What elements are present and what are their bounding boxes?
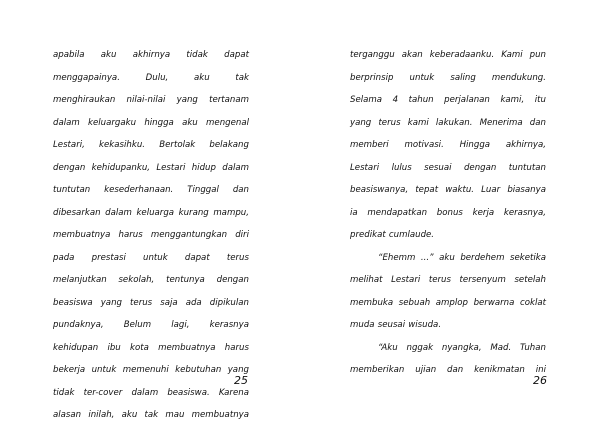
word: ini xyxy=(535,365,546,375)
word: alasan xyxy=(53,410,82,420)
word: dalam xyxy=(53,117,80,128)
word: tidak xyxy=(186,50,208,60)
word: sesuai xyxy=(424,162,452,173)
word: nilai-nilai xyxy=(126,95,166,105)
word: aku xyxy=(121,410,138,420)
word: tepat xyxy=(415,185,439,195)
text-line xyxy=(350,179,546,202)
word: memberi xyxy=(350,140,389,150)
word: dan xyxy=(529,117,546,128)
text-line xyxy=(53,382,249,405)
right-page-number: 26 xyxy=(533,374,547,387)
word: aku xyxy=(193,72,210,83)
word: kehidupanku, xyxy=(91,162,150,173)
word: waktu. xyxy=(445,185,475,195)
text-line xyxy=(350,44,546,67)
word: dengan xyxy=(463,162,497,173)
word: prestasi xyxy=(91,252,126,263)
word: kami xyxy=(407,117,429,128)
word: Tuhan xyxy=(519,342,546,353)
word: menggantungkan xyxy=(150,230,228,240)
word: apabila xyxy=(53,50,85,60)
word: tersenyum xyxy=(459,275,506,285)
word: aku xyxy=(182,117,198,128)
word: Lestari xyxy=(391,275,421,285)
word: itu xyxy=(534,95,546,105)
text-line xyxy=(350,247,546,270)
word: kenikmatan xyxy=(474,365,525,375)
word: Kami xyxy=(501,50,523,60)
word: Lestari xyxy=(156,162,186,173)
text-line xyxy=(53,89,249,112)
word: Karena xyxy=(218,387,249,398)
word: “Aku xyxy=(378,342,398,353)
word: dalam xyxy=(131,387,159,398)
text-line xyxy=(350,134,546,157)
word: kota xyxy=(130,342,149,353)
word: ada xyxy=(185,297,202,308)
word: tuntutan xyxy=(53,185,91,195)
word: membuatnya xyxy=(53,230,111,240)
word: kehidupan xyxy=(53,342,99,353)
word: tertanam xyxy=(209,95,249,105)
word: kerja xyxy=(472,207,495,218)
word: membuatnya xyxy=(158,342,216,353)
word: yang xyxy=(100,297,122,308)
word: untuk xyxy=(409,72,435,83)
word: untuk xyxy=(91,365,117,375)
word: terus xyxy=(378,117,401,128)
left-page-number: 25 xyxy=(234,374,248,387)
word: mendapatkan xyxy=(367,207,428,218)
word: beasiswa xyxy=(53,297,93,308)
word: dengan xyxy=(53,162,86,173)
word: terganggu xyxy=(350,50,395,60)
text-line xyxy=(350,89,546,112)
word: membuatnya xyxy=(191,410,249,420)
word: berwarna xyxy=(473,297,515,308)
word: belakang xyxy=(209,140,249,150)
word: dapat xyxy=(184,252,210,263)
word: mengenal xyxy=(206,117,249,128)
word: ...” xyxy=(420,252,434,263)
text-line xyxy=(53,44,249,67)
word: biasanya xyxy=(507,185,546,195)
text-line xyxy=(350,157,546,180)
word: lagi, xyxy=(171,320,190,330)
word: hidup xyxy=(191,162,216,173)
word: cumlaude. xyxy=(388,230,435,240)
word: hingga xyxy=(144,117,174,128)
word: ia xyxy=(350,207,358,218)
word: memberikan xyxy=(350,365,405,375)
text-line xyxy=(53,134,249,157)
word: Hingga xyxy=(459,140,491,150)
word: tak xyxy=(235,72,249,83)
text-line xyxy=(350,224,546,247)
text-line xyxy=(53,202,249,225)
text-line xyxy=(350,202,546,225)
word: terus xyxy=(130,297,153,308)
word: tahun xyxy=(408,95,434,105)
word: ibu xyxy=(107,342,121,353)
text-line xyxy=(53,359,249,382)
word: perjalanan xyxy=(444,95,490,105)
word: beasiswanya, xyxy=(350,185,409,195)
word: melihat xyxy=(350,275,383,285)
word: kurang xyxy=(178,207,209,218)
word: mau xyxy=(165,410,185,420)
word: tidak xyxy=(53,387,75,398)
word: dibesarkan xyxy=(53,207,101,218)
word: seketika xyxy=(509,252,546,263)
word: aku xyxy=(100,50,117,60)
word: tuntutan xyxy=(508,162,546,173)
word: berdehem xyxy=(460,252,505,263)
word: tentunya xyxy=(166,275,205,285)
word: mampu, xyxy=(213,207,249,218)
word: nggak xyxy=(406,342,434,353)
word: membuka xyxy=(350,297,394,308)
word: Lestari xyxy=(350,162,380,173)
text-line xyxy=(350,337,546,360)
word: yang xyxy=(227,365,249,375)
word: mendukung. xyxy=(491,72,546,83)
word: motivasi. xyxy=(404,140,444,150)
word: dalam xyxy=(105,207,132,218)
word: untuk xyxy=(143,252,168,263)
text-line xyxy=(53,224,249,247)
word: diri xyxy=(235,230,249,240)
word: Menerima xyxy=(479,117,523,128)
word: sebuah xyxy=(398,297,431,308)
text-line xyxy=(350,67,546,90)
text-line xyxy=(53,404,249,425)
text-line xyxy=(350,269,546,292)
text-line xyxy=(53,247,249,270)
word: Dulu, xyxy=(145,72,169,83)
word: akhirnya xyxy=(132,50,171,60)
word: “Ehemm xyxy=(378,252,416,263)
word: keluargaku xyxy=(88,117,137,128)
word: kerasnya xyxy=(209,320,249,330)
word: bekerja xyxy=(53,365,86,375)
word: tak xyxy=(144,410,159,420)
word: keluarga xyxy=(136,207,175,218)
text-line xyxy=(53,314,249,337)
word: wisuda. xyxy=(408,320,442,330)
word: akhirnya, xyxy=(505,140,546,150)
word: lulus xyxy=(391,162,412,173)
word: saling xyxy=(450,72,476,83)
text-line xyxy=(350,292,546,315)
word: coklat xyxy=(519,297,546,308)
word: Belum xyxy=(123,320,152,330)
word: Tinggal xyxy=(187,185,219,195)
word: dapat xyxy=(224,50,249,60)
word: yang xyxy=(176,95,198,105)
word: dalam xyxy=(222,162,249,173)
text-line xyxy=(53,67,249,90)
word: Lestari, xyxy=(53,140,85,150)
word: nyangka, xyxy=(441,342,482,353)
word: Luar xyxy=(481,185,501,195)
word: pada xyxy=(53,252,75,263)
word: Mad. xyxy=(490,342,512,353)
word: dengan xyxy=(216,275,249,285)
word: kesederhanaan. xyxy=(104,185,174,195)
word: ujian xyxy=(415,365,437,375)
word: memenuhi xyxy=(122,365,169,375)
text-line xyxy=(53,157,249,180)
word: lakukan. xyxy=(435,117,473,128)
word: menggapainya. xyxy=(53,72,120,83)
word: 4 xyxy=(392,95,399,105)
word: pun xyxy=(529,50,546,60)
text-line xyxy=(53,112,249,135)
word: keberadaanku. xyxy=(429,50,495,60)
word: ter-cover xyxy=(83,387,123,398)
text-line xyxy=(350,314,546,337)
word: kerasnya, xyxy=(503,207,546,218)
word: Bertolak xyxy=(159,140,196,150)
text-line xyxy=(53,179,249,202)
word: dan xyxy=(447,365,464,375)
word: inilah, xyxy=(88,410,115,420)
text-line xyxy=(53,269,249,292)
word: terus xyxy=(226,252,249,263)
word: terus xyxy=(428,275,451,285)
word: predikat xyxy=(350,230,386,240)
text-line xyxy=(53,292,249,315)
word: saja xyxy=(160,297,178,308)
text-line xyxy=(53,337,249,360)
word: muda xyxy=(350,320,375,330)
word: yang xyxy=(350,117,372,128)
word: harus xyxy=(118,230,143,240)
word: menghiraukan xyxy=(53,95,116,105)
word: dan xyxy=(232,185,249,195)
word: sekolah, xyxy=(118,275,155,285)
word: dipikulan xyxy=(209,297,249,308)
left-page-text xyxy=(53,44,249,425)
word: seusai xyxy=(377,320,406,330)
word: kebutuhan xyxy=(175,365,222,375)
text-line xyxy=(350,359,546,382)
word: Selama xyxy=(350,95,383,105)
word: berprinsip xyxy=(350,72,394,83)
right-page-text xyxy=(350,44,546,382)
word: harus xyxy=(224,342,249,353)
word: aku xyxy=(439,252,455,263)
word: kekasihku. xyxy=(99,140,146,150)
word: beasiswa. xyxy=(167,387,210,398)
text-line xyxy=(350,112,546,135)
word: bonus xyxy=(436,207,463,218)
word: pundaknya, xyxy=(53,320,104,330)
word: melanjutkan xyxy=(53,275,107,285)
word: kami, xyxy=(500,95,525,105)
word: akan xyxy=(401,50,423,60)
word: amplop xyxy=(435,297,468,308)
word: setelah xyxy=(514,275,546,285)
